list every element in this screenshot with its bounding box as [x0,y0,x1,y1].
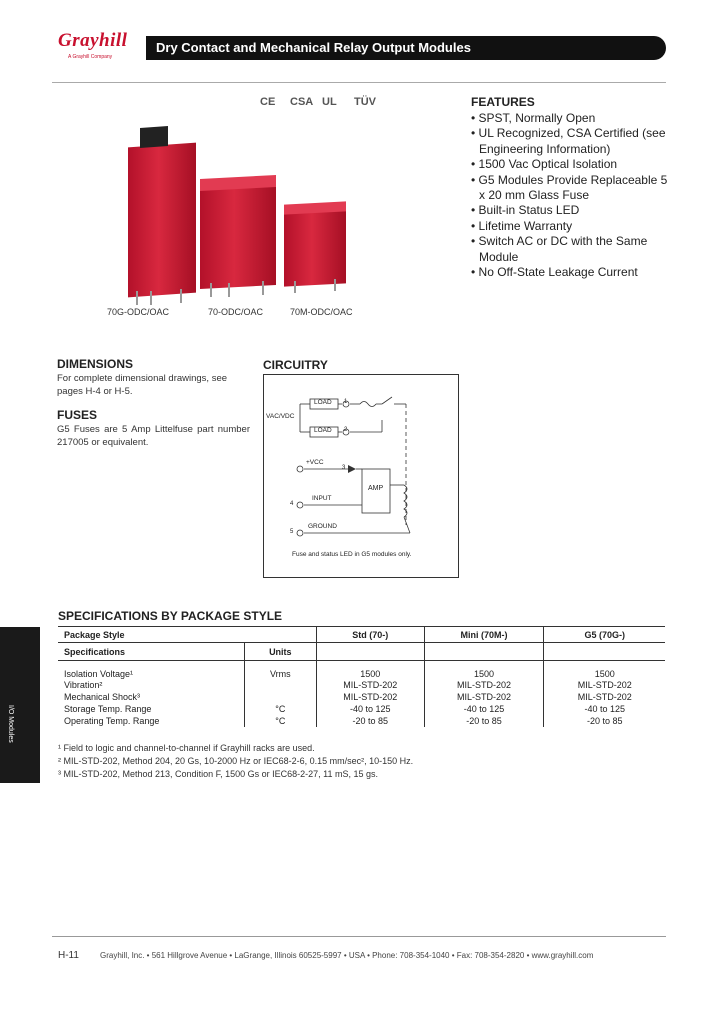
relay-pin [334,279,336,291]
label-pin-2: 2 [344,427,348,433]
circuit-diagram [263,374,459,578]
spec-name: Isolation Voltage¹ [64,668,134,679]
footer-divider [52,936,666,937]
label-load-2: LOAD [314,427,332,434]
page-title: Dry Contact and Mechanical Relay Output Modules [156,40,471,55]
footnote: ³ MIL-STD-202, Method 213, Condition F, 1500 Gs or IEC68-2-27, 11 mS, 15 gs. [58,769,378,779]
spec-name: Vibration² [64,679,103,690]
spec-mini: MIL-STD-202 [424,691,544,703]
specs-heading: SPECIFICATIONS BY PACKAGE STYLE [58,609,283,623]
caption-70g: 70G-ODC/OAC [107,307,170,317]
specifications-label: Specifications [58,643,244,661]
header-divider [52,82,666,83]
relay-pin [210,283,212,297]
fuse-icon [360,402,376,407]
terminal-3 [297,466,303,472]
feature-item: • Switch AC or DC with the Same Module [471,234,648,264]
caption-70: 70-ODC/OAC [208,307,264,317]
feature-item: • SPST, Normally Open [471,111,596,125]
section-side-tab [0,627,40,783]
package-mini: Mini (70M-) [424,627,544,643]
package-g5: G5 (70G-) [544,627,665,643]
terminal-4 [297,502,303,508]
relay-pin [228,283,230,297]
label-input: INPUT [312,495,332,502]
logo-wordmark: Grayhill [58,30,128,51]
relay-contact-icon [382,397,392,404]
relay-coil-icon [404,485,407,517]
spec-g5: MIL-STD-202 [544,679,665,691]
product-photo [100,125,380,305]
footnote: ² MIL-STD-202, Method 204, 20 Gs, 10-2000 Hz or IEC68-2-6, 0.15 mm/sec², 10-150 Hz. [58,756,414,766]
label-pin-4: 4 [290,501,294,507]
ul-mark-icon: UL [322,96,337,108]
tuv-mark-icon: TÜV [354,96,376,108]
fuse-holder-icon [140,126,168,148]
package-style-label: Package Style [58,627,244,643]
spec-mini: -20 to 85 [424,715,544,727]
feature-item: • No Off-State Leakage Current [471,265,638,280]
caption-70m: 70M-ODC/OAC [290,307,353,317]
label-vac-vdc: VAC/VDC [266,413,295,420]
table-header-row [58,627,665,643]
table-row [58,661,665,679]
feature-item: • G5 Modules Provide Replaceable 5 x 20 mm Glass Fuse [471,172,668,203]
package-std: Std (70-) [317,627,425,643]
spec-mini: MIL-STD-202 [424,679,544,691]
dimensions-text: For complete dimensional drawings, see pages H-4 or H-5. [57,373,228,397]
spec-std: MIL-STD-202 [317,679,425,691]
spec-std: MIL-STD-202 [317,691,425,703]
relay-70-image [200,185,276,289]
spec-name: Operating Temp. Range [64,715,160,726]
spec-name: Mechanical Shock³ [64,691,141,702]
spec-mini: -40 to 125 [424,703,544,715]
label-vcc: +VCC [306,459,324,466]
relay-pin [150,291,152,305]
terminal-5 [297,530,303,536]
units-label: Units [244,643,316,661]
spec-g5: 1500 [544,661,665,679]
label-load-1: LOAD [314,399,332,406]
circuit-note: Fuse and status LED in G5 modules only. [292,551,412,558]
spec-g5: MIL-STD-202 [544,691,665,703]
feature-item: • Lifetime Warranty [471,218,573,233]
table-row [58,679,665,691]
relay-pin [294,281,296,293]
side-tab-label: I/O Modules [7,705,14,743]
relay-pin [136,291,138,305]
spec-name: Storage Temp. Range [64,703,152,714]
table-row [58,703,665,715]
spec-std: 1500 [317,661,425,679]
certification-marks [260,96,380,116]
label-pin-1: 1 [344,399,348,405]
label-ground: GROUND [308,523,337,530]
relay-70g-image [128,143,196,298]
fuses-text: G5 Fuses are 5 Amp Littelfuse part number 217005 or equivalent. [57,424,250,448]
label-amp: AMP [368,485,384,492]
circuitry-heading: CIRCUITRY [263,358,328,372]
page-number: H-11 [58,950,79,961]
table-row [58,715,665,727]
spec-std: -20 to 85 [317,715,425,727]
fuses-heading: FUSES [57,408,98,422]
footer-address: Grayhill, Inc. • 561 Hillgrove Avenue • LaGrange, Illinois 60525-5997 • USA • Phone: 708-354-1040 • Fax: 708-354-2820 • www.grayhill.com [100,951,594,960]
spec-g5: -20 to 85 [544,715,665,727]
feature-item: • Built-in Status LED [471,203,580,218]
feature-item: • 1500 Vac Optical Isolation [471,157,618,172]
status-led-icon [348,465,356,473]
spec-units: °C [244,703,316,715]
spec-mini: 1500 [424,661,544,679]
features-heading: FEATURES [471,95,535,109]
label-pin-5: 5 [290,529,294,535]
spec-units [244,679,316,691]
spec-units: Vrms [244,661,316,679]
footnote: ¹ Field to logic and channel-to-channel if Grayhill racks are used. [58,743,315,753]
spec-std: -40 to 125 [317,703,425,715]
relay-70m-image [284,209,346,286]
spec-units [244,691,316,703]
page-title-bar [146,36,666,60]
table-subheader-row [58,643,665,661]
spec-units: °C [244,715,316,727]
relay-pin [180,289,182,303]
footnotes [58,742,413,781]
grayhill-logo [52,30,132,64]
dimensions-heading: DIMENSIONS [57,357,134,371]
circuit-schematic [264,375,458,577]
ce-mark-icon: CE [260,96,276,108]
relay-pin [262,281,264,295]
logo-tagline: A Grayhill Company [68,54,113,60]
label-pin-3: 3 [342,465,346,471]
csa-mark-icon: CSA [290,96,314,108]
spec-g5: -40 to 125 [544,703,665,715]
feature-item: • UL Recognized, CSA Certified (see Engineering Information) [471,126,666,156]
features-list [471,111,676,280]
specs-table [58,626,665,727]
table-row [58,691,665,703]
